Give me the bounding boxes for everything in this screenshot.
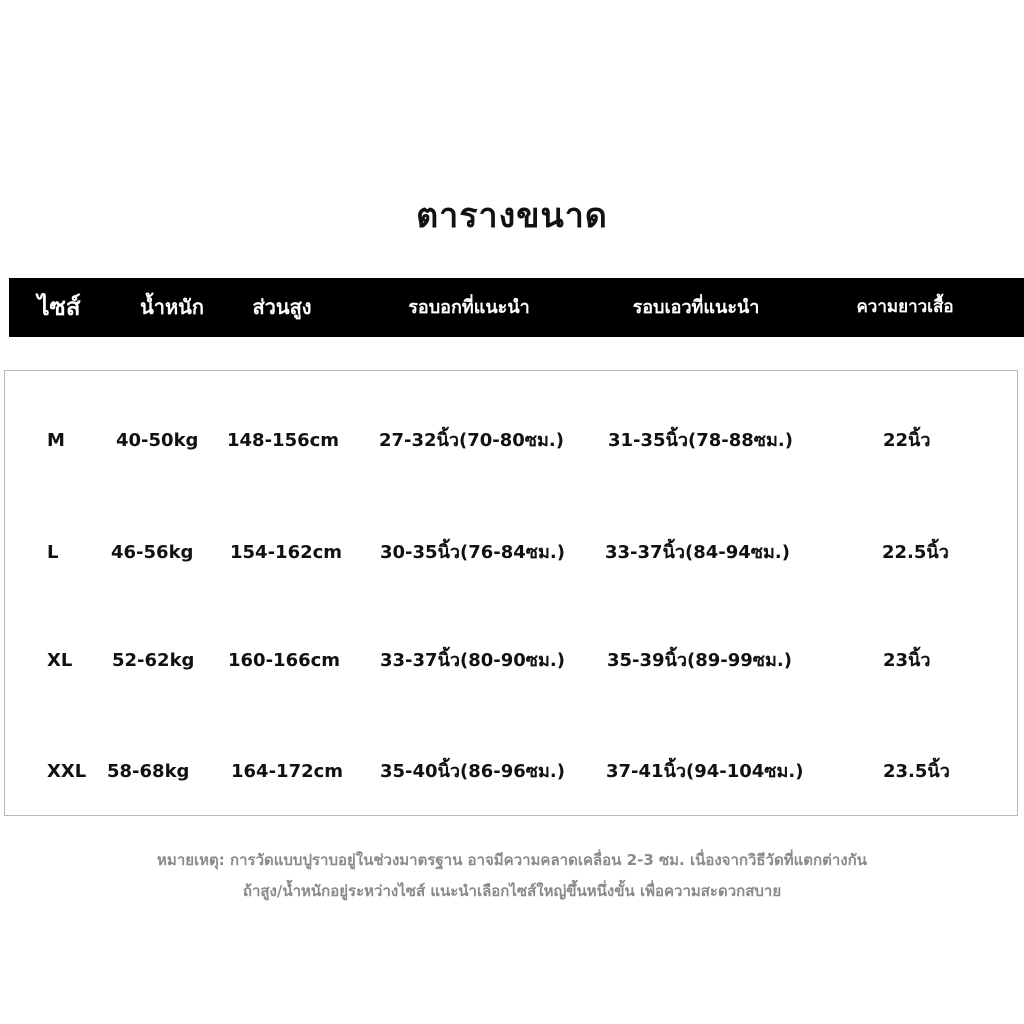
cell-length: 22นิ้ว [883,430,931,451]
cell-height: 148-156cm [227,430,340,451]
size-table-header [9,278,1024,337]
cell-waist: 31-35นิ้ว(78-88ซม.) [608,430,793,451]
cell-length: 23นิ้ว [883,650,931,671]
cell-chest: 35-40นิ้ว(86-96ซม.) [380,761,565,782]
footnote-line-1: หมายเหตุ: การวัดแบบปูราบอยู่ในช่วงมาตรฐาน อาจมีความคลาดเคลื่อน 2-3 ซม. เนื่องจากวิธีวัดที่แตกต่างกัน [157,851,867,869]
cell-waist: 35-39นิ้ว(89-99ซม.) [607,650,792,671]
cell-size: M [47,430,65,451]
cell-chest: 27-32นิ้ว(70-80ซม.) [379,430,564,451]
size-table [4,370,1018,816]
page-title: ตารางขนาด [416,196,608,236]
table-row [5,752,1019,792]
cell-waist: 33-37นิ้ว(84-94ซม.) [605,542,790,563]
cell-length: 22.5นิ้ว [882,542,949,563]
header-height: ส่วนสูง [252,295,312,319]
cell-size: XXL [47,761,87,782]
cell-chest: 30-35นิ้ว(76-84ซม.) [380,542,565,563]
table-row [5,421,1019,461]
cell-height: 160-166cm [228,650,341,671]
cell-weight: 58-68kg [107,761,190,782]
cell-weight: 46-56kg [111,542,194,563]
cell-waist: 37-41นิ้ว(94-104ซม.) [606,761,804,782]
header-chest: รอบอกที่แนะนำ [408,297,530,318]
cell-height: 164-172cm [231,761,344,782]
header-weight: น้ำหนัก [140,295,204,319]
header-size: ไซส์ [37,293,81,321]
table-row [5,641,1019,681]
table-row [5,533,1019,573]
footnote-line-2: ถ้าสูง/น้ำหนักอยู่ระหว่างไซส์ แนะนำเลือกไซส์ใหญ่ขึ้นหนึ่งขั้น เพื่อความสะดวกสบาย [242,882,782,900]
cell-weight: 52-62kg [112,650,195,671]
header-length: ความยาวเสื้อ [856,297,954,317]
cell-length: 23.5นิ้ว [883,761,950,782]
cell-chest: 33-37นิ้ว(80-90ซม.) [380,650,565,671]
cell-weight: 40-50kg [116,430,199,451]
cell-size: L [47,542,59,563]
cell-height: 154-162cm [230,542,343,563]
cell-size: XL [47,650,73,671]
header-waist: รอบเอวที่แนะนำ [632,297,760,318]
